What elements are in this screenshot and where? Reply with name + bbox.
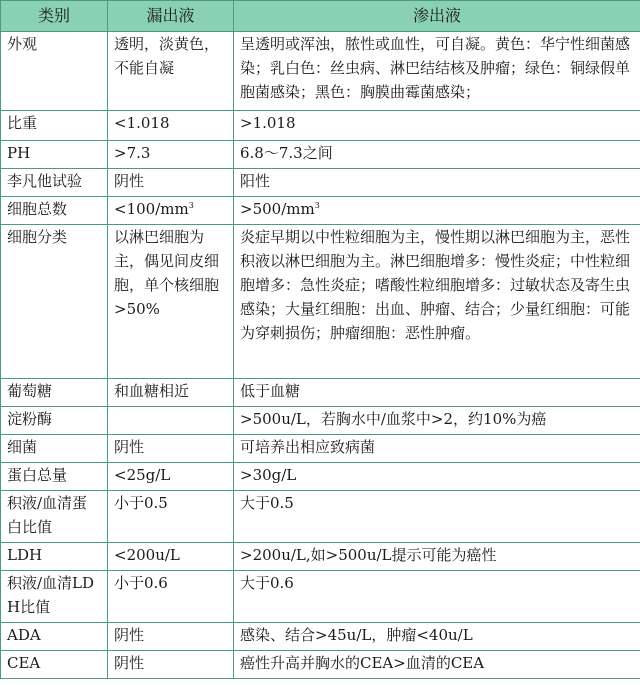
row-label: 积液/血清蛋白比值	[1, 491, 108, 543]
header-transudate: 漏出液	[108, 1, 234, 32]
superscript: 3	[188, 201, 194, 210]
transudate-cell: 阴性	[108, 623, 234, 651]
transudate-cell: 小于0.6	[108, 571, 234, 623]
table-row	[1, 32, 640, 111]
transudate-cell: >7.3	[108, 141, 234, 169]
row-label: LDH	[1, 543, 108, 571]
row-label: 细胞分类	[1, 225, 108, 379]
transudate-cell: 透明，淡黄色，不能自凝	[108, 32, 234, 111]
exudate-cell: 炎症早期以中性粒细胞为主，慢性期以淋巴细胞为主，恶性积液以淋巴细胞为主。淋巴细胞增多：慢性炎症；中性粒细胞增多：急性炎症；嗜酸性粒细胞增多：过敏状态及寄生虫感染；大量红细胞：出血、肿瘤、结合；少量红细胞：可能为穿刺损伤；肿瘤细胞：恶性肿瘤。	[234, 225, 640, 379]
row-label: ADA	[1, 623, 108, 651]
table-row	[1, 651, 640, 679]
row-label: 淀粉酶	[1, 407, 108, 435]
table-row	[1, 111, 640, 141]
row-label: 李凡他试验	[1, 169, 108, 197]
exudate-cell: >30g/L	[234, 463, 640, 491]
transudate-cell: <1.018	[108, 111, 234, 141]
exudate-cell: 可培养出相应致病菌	[234, 435, 640, 463]
exudate-value: >500/mm	[240, 200, 315, 218]
table-row	[1, 407, 640, 435]
table-row	[1, 491, 640, 543]
row-label: PH	[1, 141, 108, 169]
table-row	[1, 141, 640, 169]
table-row	[1, 225, 640, 379]
exudate-cell: 癌性升高并胸水的CEA>血清的CEA	[234, 651, 640, 679]
exudate-cell: 大于0.6	[234, 571, 640, 623]
exudate-cell	[234, 197, 640, 225]
exudate-cell: 大于0.5	[234, 491, 640, 543]
row-label: 外观	[1, 32, 108, 111]
exudate-cell: 低于血糖	[234, 379, 640, 407]
exudate-cell: 阳性	[234, 169, 640, 197]
table-row	[1, 435, 640, 463]
header-exudate: 渗出液	[234, 1, 640, 32]
transudate-cell: 阴性	[108, 169, 234, 197]
table-row	[1, 379, 640, 407]
table-row	[1, 197, 640, 225]
transudate-cell: 阴性	[108, 435, 234, 463]
exudate-cell: >500u/L，若胸水中/血浆中>2，约10%为癌	[234, 407, 640, 435]
exudate-cell: 感染、结合>45u/L，肿瘤<40u/L	[234, 623, 640, 651]
transudate-value: <100/mm	[114, 200, 189, 218]
transudate-cell	[108, 407, 234, 435]
row-label: 积液/血清LDH比值	[1, 571, 108, 623]
row-label: CEA	[1, 651, 108, 679]
exudate-cell: 6.8～7.3之间	[234, 141, 640, 169]
table-row	[1, 623, 640, 651]
table-row	[1, 463, 640, 491]
row-label: 比重	[1, 111, 108, 141]
transudate-cell: <25g/L	[108, 463, 234, 491]
row-label: 蛋白总量	[1, 463, 108, 491]
header-row	[1, 1, 640, 32]
exudate-cell: >200u/L,如>500u/L提示可能为癌性	[234, 543, 640, 571]
superscript: 3	[314, 201, 320, 210]
row-label: 葡萄糖	[1, 379, 108, 407]
transudate-cell	[108, 197, 234, 225]
table-row	[1, 543, 640, 571]
transudate-cell: 阴性	[108, 651, 234, 679]
row-label: 细胞总数	[1, 197, 108, 225]
transudate-cell: 以淋巴细胞为主，偶见间皮细胞，单个核细胞>50%	[108, 225, 234, 379]
transudate-cell: 小于0.5	[108, 491, 234, 543]
exudate-cell: >1.018	[234, 111, 640, 141]
transudate-cell: <200u/L	[108, 543, 234, 571]
transudate-cell: 和血糖相近	[108, 379, 234, 407]
table-row	[1, 169, 640, 197]
exudate-cell: 呈透明或浑浊，脓性或血性，可自凝。黄色：华宁性细菌感染；乳白色：丝虫病、淋巴结结核及肿瘤；绿色：铜绿假单胞菌感染；黑色：胸膜曲霉菌感染；	[234, 32, 640, 111]
header-category: 类别	[1, 1, 108, 32]
table-row	[1, 571, 640, 623]
row-label: 细菌	[1, 435, 108, 463]
